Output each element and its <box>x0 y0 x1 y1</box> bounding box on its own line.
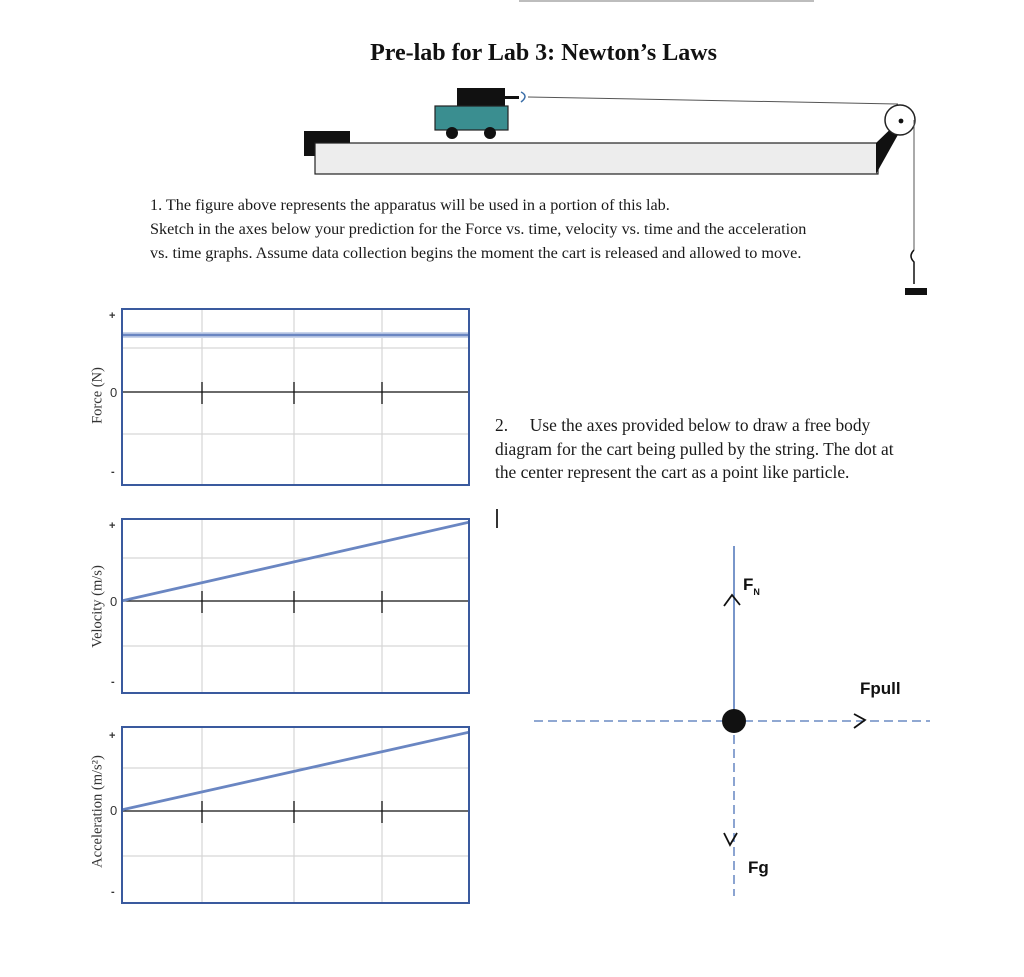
question-2-text: Use the axes provided below to draw a free body diagram for the cart being pulled by the string. The dot at the center represent the cart as a point like particle. <box>495 415 894 482</box>
cart-wheel <box>446 127 458 139</box>
force-graph[interactable] <box>121 308 470 486</box>
acceleration-sketch-line <box>121 732 470 810</box>
question-1-line-3: vs. time graphs. Assume data collection begins the moment the cart is released and allowed to move. <box>150 244 802 262</box>
cart-wheel <box>484 127 496 139</box>
particle-dot <box>722 709 746 733</box>
page-title: Pre-lab for Lab 3: Newton’s Laws <box>370 40 717 66</box>
hanging-mass <box>905 288 927 295</box>
acceleration-axis-label: Acceleration (m/s²) <box>89 755 106 868</box>
acceleration-minus: - <box>111 886 115 898</box>
velocity-graph[interactable] <box>121 518 470 694</box>
question-1-line-2: Sketch in the axes below your prediction for the Force vs. time, velocity vs. time and the acceleration <box>150 220 807 238</box>
question-2 <box>495 414 915 485</box>
gravity-force-label: Fg <box>748 858 769 877</box>
velocity-zero: 0 <box>110 594 118 609</box>
force-plus: + <box>109 310 116 322</box>
pull-force-label: Fpull <box>860 679 901 698</box>
question-1-line-1: 1. The figure above represents the apparatus will be used in a portion of this lab. <box>150 196 670 214</box>
acceleration-plus: + <box>109 730 116 742</box>
free-body-diagram[interactable] <box>520 540 940 900</box>
question-1 <box>150 193 920 265</box>
gravity-arrowhead-icon <box>724 833 737 845</box>
string <box>528 97 898 104</box>
force-axis-label: Force (N) <box>89 367 106 424</box>
velocity-sketch-line <box>121 522 470 601</box>
question-2-number: 2. <box>495 415 509 435</box>
force-zero: 0 <box>110 385 118 400</box>
velocity-plus: + <box>109 520 116 532</box>
force-minus: - <box>111 466 115 478</box>
cart-body <box>435 106 508 130</box>
acceleration-graph[interactable] <box>121 726 470 904</box>
normal-arrowhead-icon <box>724 595 740 606</box>
text-cursor <box>496 509 498 528</box>
track <box>315 143 878 174</box>
velocity-axis-label: Velocity (m/s) <box>89 565 106 648</box>
acceleration-zero: 0 <box>110 803 118 818</box>
normal-force-label: $F_N$ <box>743 575 760 597</box>
velocity-minus: - <box>111 676 115 688</box>
cart-mass <box>457 88 505 106</box>
